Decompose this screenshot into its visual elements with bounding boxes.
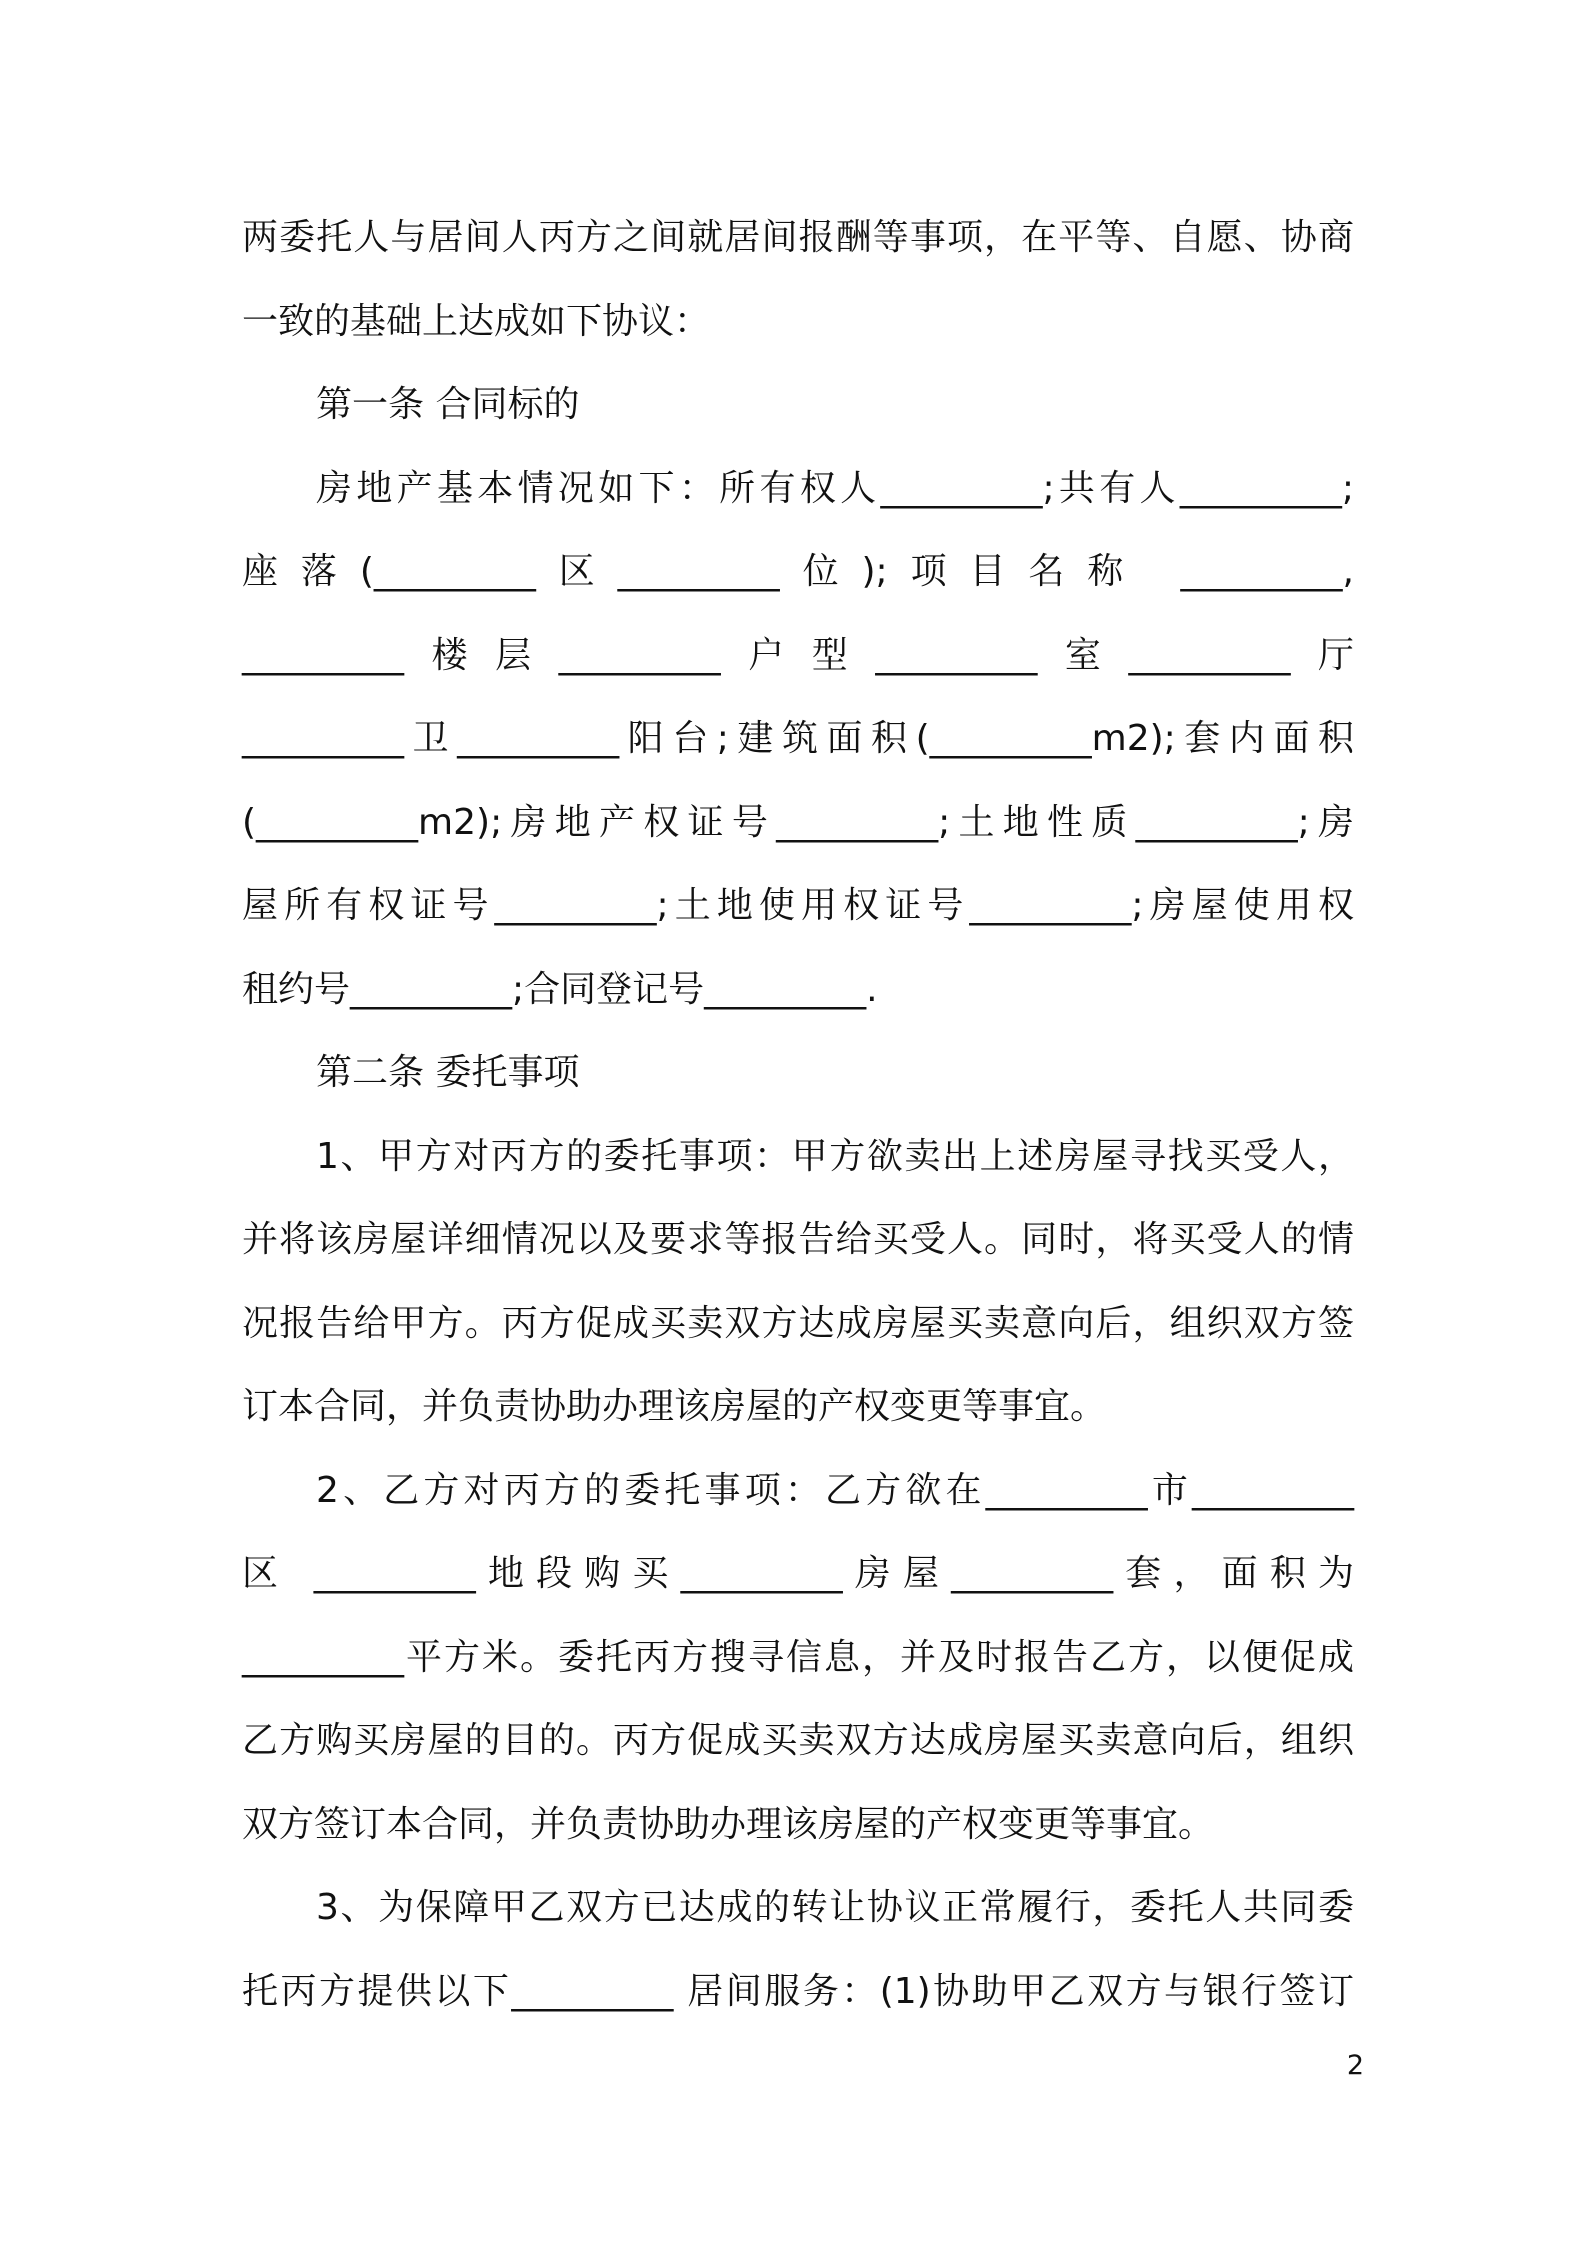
text-line-22: 托丙方提供以下_________ 居间服务：(1)协助甲乙双方与银行签订: [242, 1970, 1354, 2012]
text-line-18: _________平方米。委托丙方搜寻信息，并及时报告乙方，以便促成: [242, 1636, 1354, 1678]
text-line-6: _________楼层_________户型_________室_________厅: [242, 634, 1354, 676]
text-line-12: 1、甲方对丙方的委托事项：甲方欲卖出上述房屋寻找买受人，: [316, 1135, 1354, 1177]
text-line-13: 并将该房屋详细情况以及要求等报告给买受人。同时，将买受人的情: [242, 1219, 1354, 1260]
text-line-15: 订本合同，并负责协助办理该房屋的产权变更等事宜。: [242, 1386, 1107, 1427]
text-line-16: 2、乙方对丙方的委托事项：乙方欲在_________市_________: [316, 1469, 1354, 1511]
text-line-20: 双方签订本合同，并负责协助办理该房屋的产权变更等事宜。: [242, 1803, 1215, 1845]
article-heading-2: 第二条 委托事项: [316, 1052, 580, 1093]
text-line-10: 租约号_________;合同登记号_________.: [242, 968, 878, 1010]
text-line-2: 一致的基础上达成如下协议：: [242, 300, 711, 342]
document-body: [242, 196, 1354, 2033]
text-line-19: 乙方购买房屋的目的。丙方促成买卖双方达成房屋买卖意向后，组织: [242, 1720, 1354, 1761]
text-line-1: 两委托人与居间人丙方之间就居间报酬等事项，在平等、自愿、协商: [242, 217, 1354, 258]
text-line-4: 房地产基本情况如下：所有权人_________;共有人_________;: [316, 467, 1354, 509]
text-line-7: _________卫_________阳台;建筑面积(_________m2);套内面积: [242, 718, 1354, 759]
text-line-9: 屋所有权证号_________;土地使用权证号_________;房屋使用权: [242, 885, 1354, 926]
page-number: 2: [1346, 2050, 1364, 2081]
text-line-17: 区 _________地段购买_________房屋_________套，面积为: [242, 1553, 1354, 1594]
text-line-21: 3、为保障甲乙双方已达成的转让协议正常履行，委托人共同委: [316, 1887, 1354, 1928]
text-line-8: (_________m2);房地产权证号_________;土地性质_________;房: [242, 801, 1354, 843]
text-line-5: 座落(_________区_________位);项目名称 _________,: [242, 551, 1354, 592]
article-heading-1: 第一条 合同标的: [316, 384, 580, 425]
text-line-14: 况报告给甲方。丙方促成买卖双方达成房屋买卖意向后，组织双方签: [242, 1302, 1354, 1344]
